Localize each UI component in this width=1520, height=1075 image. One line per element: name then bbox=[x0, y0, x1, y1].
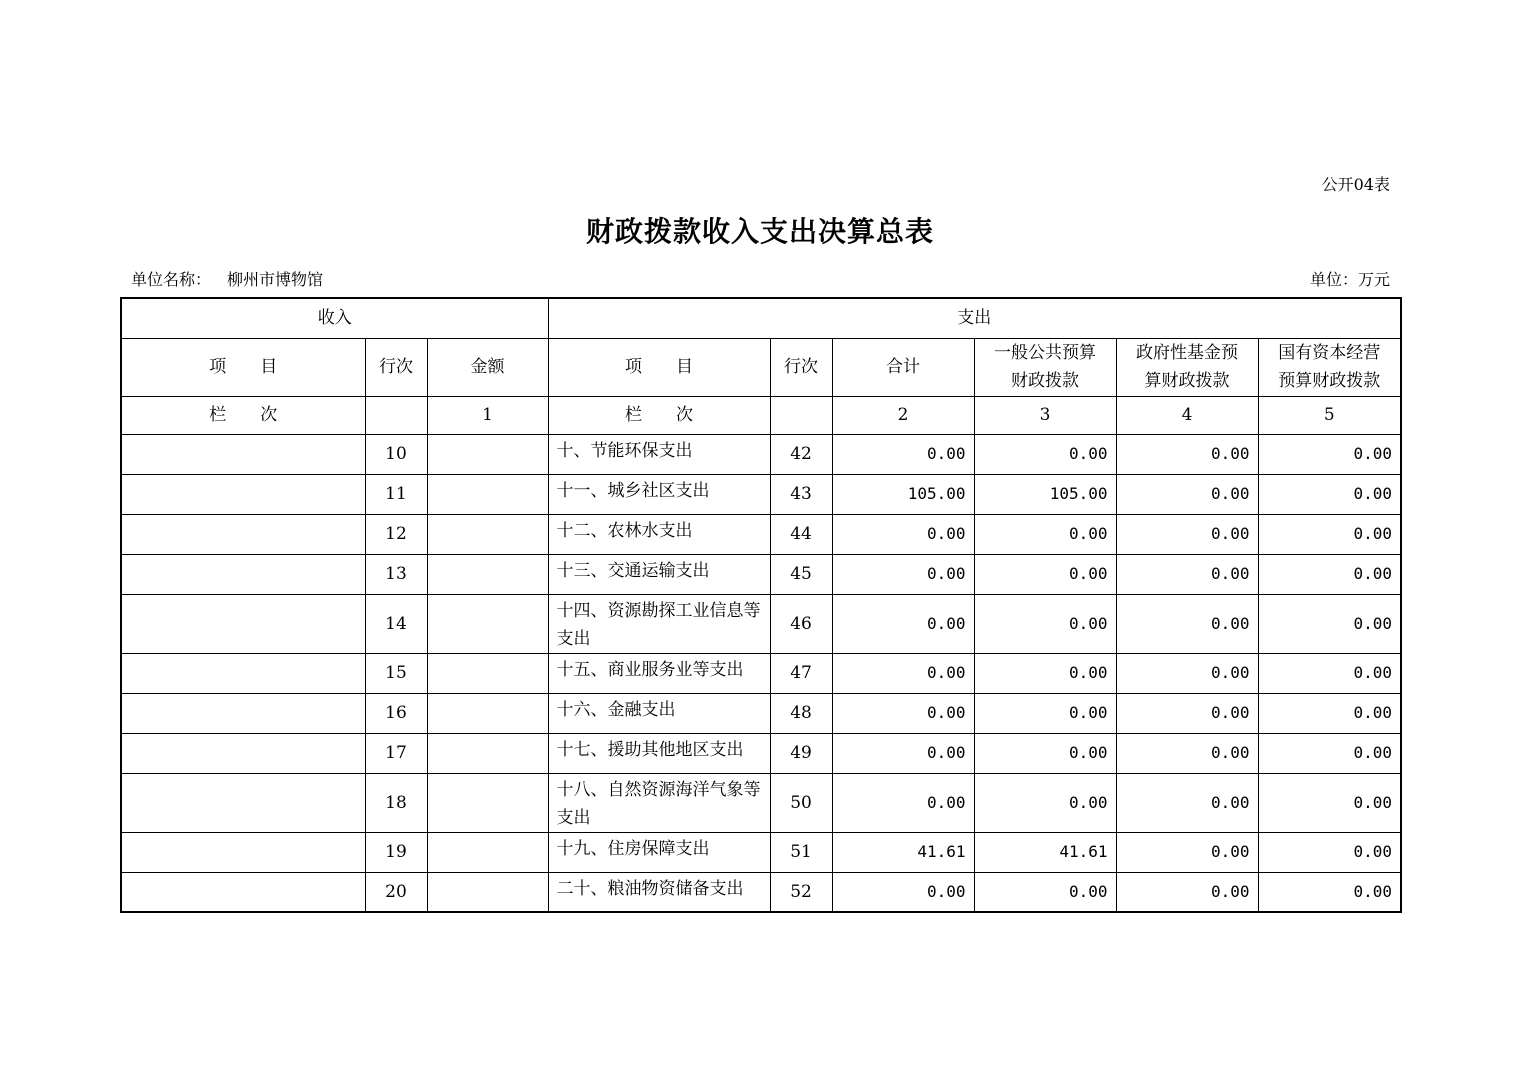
income-line-cell: 10 bbox=[365, 434, 427, 474]
general-budget-header-line2: 财政拨款 bbox=[1011, 371, 1080, 391]
expense-item-cell: 十九、住房保障支出 bbox=[548, 832, 770, 872]
table-row bbox=[121, 733, 1401, 773]
gov-fund-cell: 0.00 bbox=[1116, 733, 1258, 773]
table-row bbox=[121, 773, 1401, 832]
expense-item-cell: 十四、资源勘探工业信息等支出 bbox=[548, 594, 770, 653]
col-number-4: 4 bbox=[1116, 396, 1258, 434]
gov-fund-header-line2: 算财政拨款 bbox=[1144, 371, 1230, 391]
budget-table bbox=[120, 297, 1402, 913]
expense-line-cell: 43 bbox=[770, 474, 832, 514]
unit-name-label: 单位名称： bbox=[131, 270, 212, 289]
expense-item-cell: 十五、商业服务业等支出 bbox=[548, 653, 770, 693]
gov-fund-cell: 0.00 bbox=[1116, 693, 1258, 733]
expense-item-cell: 十六、金融支出 bbox=[548, 693, 770, 733]
expense-line-cell: 51 bbox=[770, 832, 832, 872]
state-capital-cell: 0.00 bbox=[1258, 474, 1401, 514]
gov-fund-header-line1: 政府性基金预 bbox=[1136, 343, 1239, 363]
table-row bbox=[121, 594, 1401, 653]
state-capital-cell: 0.00 bbox=[1258, 693, 1401, 733]
state-capital-header-line2: 预算财政拨款 bbox=[1278, 371, 1381, 391]
income-line-cell: 14 bbox=[365, 594, 427, 653]
income-amount-cell bbox=[427, 594, 548, 653]
income-amount-cell bbox=[427, 514, 548, 554]
unit-name-value: 柳州市博物馆 bbox=[227, 270, 324, 289]
form-number: 公开04表 bbox=[1321, 175, 1390, 194]
state-capital-cell: 0.00 bbox=[1258, 733, 1401, 773]
section-header-row bbox=[121, 298, 1401, 338]
gov-fund-cell: 0.00 bbox=[1116, 872, 1258, 912]
general-budget-cell: 0.00 bbox=[974, 434, 1116, 474]
general-budget-cell: 105.00 bbox=[974, 474, 1116, 514]
income-line-cell: 17 bbox=[365, 733, 427, 773]
income-item-header: 项 目 bbox=[121, 338, 365, 396]
income-item-cell bbox=[121, 474, 365, 514]
total-cell: 0.00 bbox=[832, 773, 974, 832]
expense-line-cell: 46 bbox=[770, 594, 832, 653]
general-budget-cell: 0.00 bbox=[974, 554, 1116, 594]
expense-line-cell: 44 bbox=[770, 514, 832, 554]
income-line-cell: 12 bbox=[365, 514, 427, 554]
table-row bbox=[121, 872, 1401, 912]
currency-unit: 单位：万元 bbox=[1309, 270, 1390, 289]
income-line-cell: 19 bbox=[365, 832, 427, 872]
income-amount-cell bbox=[427, 733, 548, 773]
gov-fund-cell: 0.00 bbox=[1116, 594, 1258, 653]
income-item-cell bbox=[121, 832, 365, 872]
total-cell: 0.00 bbox=[832, 594, 974, 653]
income-item-cell bbox=[121, 514, 365, 554]
general-budget-cell: 0.00 bbox=[974, 872, 1116, 912]
income-line-cell: 13 bbox=[365, 554, 427, 594]
state-capital-header bbox=[1258, 338, 1401, 396]
expense-line-cell: 42 bbox=[770, 434, 832, 474]
gov-fund-cell: 0.00 bbox=[1116, 514, 1258, 554]
total-cell: 0.00 bbox=[832, 653, 974, 693]
income-item-cell bbox=[121, 773, 365, 832]
total-cell: 105.00 bbox=[832, 474, 974, 514]
income-amount-cell bbox=[427, 434, 548, 474]
income-label-cell: 栏 次 bbox=[121, 396, 365, 434]
state-capital-cell: 0.00 bbox=[1258, 594, 1401, 653]
general-budget-cell: 41.61 bbox=[974, 832, 1116, 872]
income-amount-cell bbox=[427, 872, 548, 912]
income-header: 收入 bbox=[121, 298, 548, 338]
income-line-header: 行次 bbox=[365, 338, 427, 396]
expense-header: 支出 bbox=[548, 298, 1401, 338]
income-line-cell: 11 bbox=[365, 474, 427, 514]
income-line-cell: 18 bbox=[365, 773, 427, 832]
expense-line-header: 行次 bbox=[770, 338, 832, 396]
income-item-cell bbox=[121, 872, 365, 912]
income-item-cell bbox=[121, 693, 365, 733]
gov-fund-cell: 0.00 bbox=[1116, 832, 1258, 872]
table-row bbox=[121, 514, 1401, 554]
total-cell: 0.00 bbox=[832, 693, 974, 733]
income-item-cell bbox=[121, 594, 365, 653]
total-cell: 0.00 bbox=[832, 872, 974, 912]
general-budget-cell: 0.00 bbox=[974, 733, 1116, 773]
income-amount-cell bbox=[427, 693, 548, 733]
gov-fund-header bbox=[1116, 338, 1258, 396]
expense-item-cell: 十、节能环保支出 bbox=[548, 434, 770, 474]
expense-line-number-cell bbox=[770, 396, 832, 434]
state-capital-cell: 0.00 bbox=[1258, 832, 1401, 872]
income-amount-cell bbox=[427, 474, 548, 514]
general-budget-cell: 0.00 bbox=[974, 773, 1116, 832]
expense-item-cell: 十七、援助其他地区支出 bbox=[548, 733, 770, 773]
state-capital-cell: 0.00 bbox=[1258, 653, 1401, 693]
income-item-cell bbox=[121, 733, 365, 773]
gov-fund-cell: 0.00 bbox=[1116, 554, 1258, 594]
table-row bbox=[121, 832, 1401, 872]
income-amount-header: 金额 bbox=[427, 338, 548, 396]
expense-line-cell: 52 bbox=[770, 872, 832, 912]
column-number-row bbox=[121, 396, 1401, 434]
general-budget-header bbox=[974, 338, 1116, 396]
income-amount-cell bbox=[427, 554, 548, 594]
income-item-cell bbox=[121, 653, 365, 693]
total-cell: 0.00 bbox=[832, 514, 974, 554]
gov-fund-cell: 0.00 bbox=[1116, 653, 1258, 693]
expense-line-cell: 49 bbox=[770, 733, 832, 773]
state-capital-header-line1: 国有资本经营 bbox=[1278, 343, 1381, 363]
expense-item-cell: 十二、农林水支出 bbox=[548, 514, 770, 554]
expense-item-cell: 十一、城乡社区支出 bbox=[548, 474, 770, 514]
income-item-cell bbox=[121, 554, 365, 594]
table-row bbox=[121, 693, 1401, 733]
col-number-2: 2 bbox=[832, 396, 974, 434]
total-cell: 0.00 bbox=[832, 733, 974, 773]
expense-label-cell: 栏 次 bbox=[548, 396, 770, 434]
income-line-cell: 16 bbox=[365, 693, 427, 733]
general-budget-cell: 0.00 bbox=[974, 653, 1116, 693]
income-item-cell bbox=[121, 434, 365, 474]
state-capital-cell: 0.00 bbox=[1258, 434, 1401, 474]
income-line-number-cell bbox=[365, 396, 427, 434]
col-number-1: 1 bbox=[427, 396, 548, 434]
general-budget-cell: 0.00 bbox=[974, 514, 1116, 554]
expense-line-cell: 48 bbox=[770, 693, 832, 733]
gov-fund-cell: 0.00 bbox=[1116, 474, 1258, 514]
expense-line-cell: 45 bbox=[770, 554, 832, 594]
col-number-5: 5 bbox=[1258, 396, 1401, 434]
state-capital-cell: 0.00 bbox=[1258, 554, 1401, 594]
income-line-cell: 15 bbox=[365, 653, 427, 693]
table-row bbox=[121, 434, 1401, 474]
col-number-3: 3 bbox=[974, 396, 1116, 434]
expense-item-cell: 二十、粮油物资储备支出 bbox=[548, 872, 770, 912]
expense-line-cell: 50 bbox=[770, 773, 832, 832]
income-amount-cell bbox=[427, 773, 548, 832]
total-header: 合计 bbox=[832, 338, 974, 396]
general-budget-cell: 0.00 bbox=[974, 594, 1116, 653]
total-cell: 41.61 bbox=[832, 832, 974, 872]
page-title: 财政拨款收入支出决算总表 bbox=[585, 215, 934, 248]
table-row bbox=[121, 653, 1401, 693]
unit-name bbox=[131, 267, 323, 290]
table-row bbox=[121, 554, 1401, 594]
total-cell: 0.00 bbox=[832, 434, 974, 474]
column-header-row bbox=[121, 338, 1401, 396]
expense-item-header: 项 目 bbox=[548, 338, 770, 396]
income-amount-cell bbox=[427, 832, 548, 872]
expense-line-cell: 47 bbox=[770, 653, 832, 693]
state-capital-cell: 0.00 bbox=[1258, 773, 1401, 832]
expense-item-cell: 十三、交通运输支出 bbox=[548, 554, 770, 594]
expense-item-cell: 十八、自然资源海洋气象等支出 bbox=[548, 773, 770, 832]
income-line-cell: 20 bbox=[365, 872, 427, 912]
general-budget-cell: 0.00 bbox=[974, 693, 1116, 733]
income-amount-cell bbox=[427, 653, 548, 693]
state-capital-cell: 0.00 bbox=[1258, 872, 1401, 912]
total-cell: 0.00 bbox=[832, 554, 974, 594]
table-row bbox=[121, 474, 1401, 514]
state-capital-cell: 0.00 bbox=[1258, 514, 1401, 554]
gov-fund-cell: 0.00 bbox=[1116, 434, 1258, 474]
gov-fund-cell: 0.00 bbox=[1116, 773, 1258, 832]
general-budget-header-line1: 一般公共预算 bbox=[994, 343, 1097, 363]
